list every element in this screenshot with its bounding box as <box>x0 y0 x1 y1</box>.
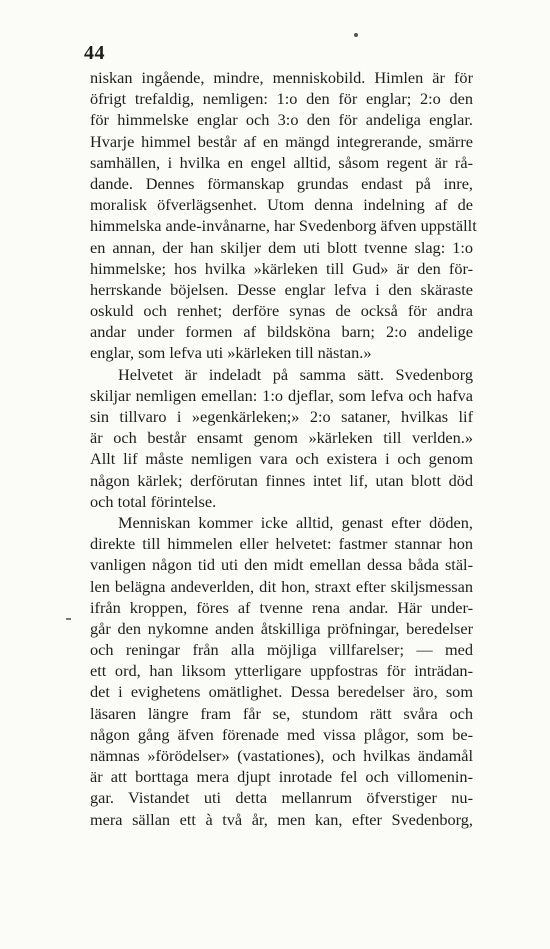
text-line: det i evighetens omätlighet. Dessa beredelser äro, som <box>90 682 473 702</box>
text-line: moralisk öfverlägsenhet. Utom denna indelning af de <box>90 195 473 215</box>
text-line: andar under formen af bildsköna barn; 2:o andelige <box>90 322 473 342</box>
text-line: och reningar från alla möjliga villfarelser; — med <box>90 640 473 660</box>
text-line: Helvetet är indeladt på samma sätt. Svedenborg <box>118 364 473 384</box>
text-line: någon gång äfven förenade med vissa plågor, som be- <box>90 724 473 744</box>
text-line: ett ord, han liksom ytterligare uppfostras för inträdan- <box>90 661 473 681</box>
text-line: går den nykomne anden åtskilliga pröfningar, beredelser <box>90 618 473 638</box>
ink-speck <box>354 33 358 37</box>
text-line: en annan, der han skiljer dem uti blott tvenne slag: 1:o <box>90 237 473 257</box>
text-line: niskan ingående, mindre, menniskobild. Himlen är för <box>90 68 473 87</box>
text-line: oskuld och renhet; derföre synas de också för andra <box>90 301 473 321</box>
text-line: dande. Dennes förmanskap grundas endast på inre, <box>90 173 473 193</box>
text-line: och total förintelse. <box>90 491 217 511</box>
text-line: skiljar nemligen emellan: 1:o djeflar, som lefva och hafva <box>90 385 473 405</box>
page-number: 44 <box>84 42 105 64</box>
text-line: läsaren längre fram får se, stundom rätt svåra och <box>90 703 473 723</box>
text-line: sin tillvaro i »egenkärleken;» 2:o sataner, hvilkas lif <box>90 407 473 426</box>
text-line: är och består ensamt genom »kärleken till verlden.» <box>90 428 473 448</box>
text-line: nämnas »förödelser» (vastationes), och hvilkas ändamål <box>90 746 473 765</box>
margin-mark <box>66 618 71 620</box>
text-line: gar. Vistandet uti detta mellanrum öfverstiger nu- <box>90 788 473 808</box>
text-line: englar, som lefva uti »kärleken till nästan.» <box>90 343 372 363</box>
text-line: någon kärlek; derförutan finnes intet lif, utan blott död <box>90 470 473 490</box>
text-line: vanligen någon tid uti den midt emellan dessa båda stäl- <box>90 555 473 575</box>
text-line: för himmelske englar och 3:o den för andeliga englar. <box>90 110 473 130</box>
text-line: Allt lif måste nemligen vara och existera i och genom <box>90 449 473 469</box>
text-line: öfrigt trefaldig, nemligen: 1:o den för englar; 2:o den <box>90 89 473 109</box>
text-line: herrskande böjelsen. Desse englar lefva i den skäraste <box>90 279 473 299</box>
body-text <box>90 67 477 830</box>
text-line: är att borttaga mera djupt inrotade fel och villomenin- <box>90 767 473 787</box>
text-line: himmelske; hos hvilka »kärleken till Gud» är den för- <box>90 258 473 278</box>
text-line: mera sällan ett à två år, men kan, efter Svedenborg, <box>90 809 473 829</box>
text-line: himmelska ande-invånarne, har Svedenborg äfven uppställt <box>90 216 477 236</box>
text-line: ifrån kroppen, föres af tvenne rena andar. Här under- <box>90 597 473 617</box>
text-line: Menniskan kommer icke alltid, genast efter döden, <box>118 512 473 532</box>
text-line: samhällen, i hvilka en engel alltid, såsom regent är rå- <box>90 152 473 172</box>
text-line: direkte till himmelen eller helvetet: fastmer stannar hon <box>90 534 473 554</box>
text-line: len belägna andeverlden, dit hon, straxt efter skiljsmessan <box>90 576 473 596</box>
text-line: Hvarje himmel består af en mängd integrerande, smärre <box>90 131 473 151</box>
